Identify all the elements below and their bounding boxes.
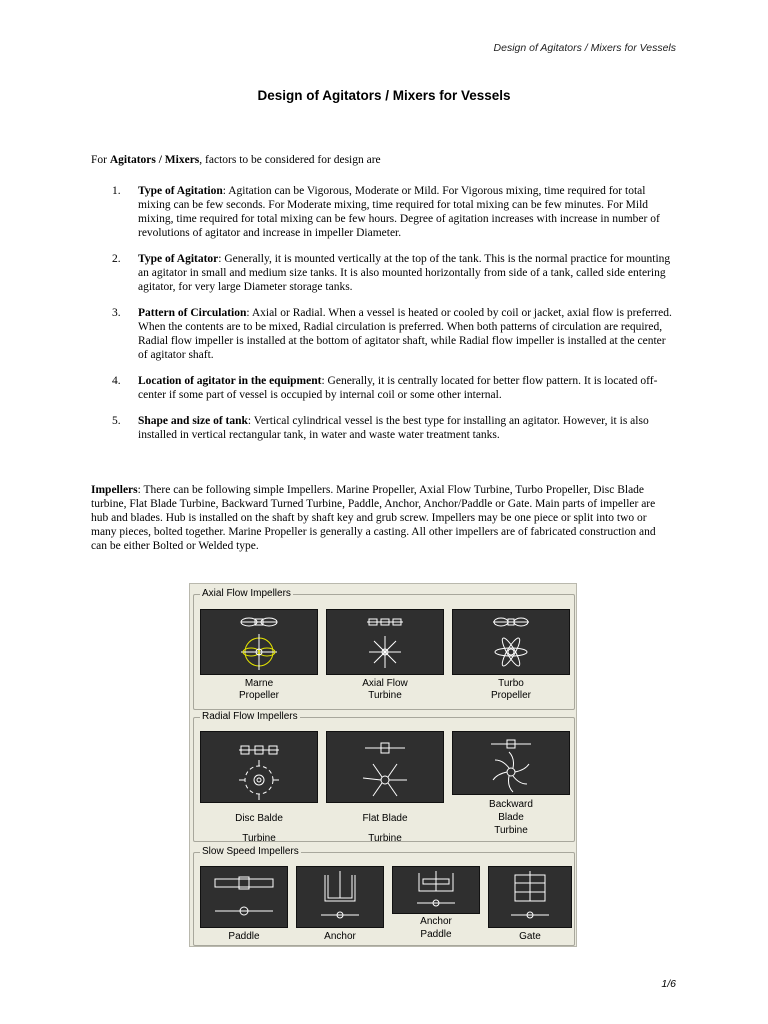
item-term: Type of Agitation [138, 185, 223, 197]
item-text: : Vertical cylindrical vessel is the best type for installing an agitator. However, it is also installed in vertical rectangular tank, in water and waste water treatment tanks. [138, 415, 649, 441]
impeller-name: Disc Balde [235, 813, 283, 824]
item-term: Location of agitator in the equipment [138, 375, 322, 387]
impeller-name: Backward [489, 799, 533, 810]
paddle-icon [200, 866, 288, 928]
impeller-name: Propeller [490, 690, 532, 701]
impeller-name: Anchor [324, 931, 356, 942]
group-label: Radial Flow Impellers [202, 711, 298, 722]
group-label: Axial Flow Impellers [202, 588, 291, 599]
intro-prefix: For [91, 154, 110, 166]
item-text: : Axial or Radial. When a vessel is heated or cooled by coil or jacket, axial flow is preferred. When the contents are to be mixed, Radial circulation is preferred. When both patterns of circulation are required, Radial flow impeller is installed at the bottom of agitator shaft, while Radial flow impeller is installed at the center of agitator shaft. [138, 307, 672, 361]
gate-icon [488, 866, 572, 928]
item-term: Shape and size of tank [138, 415, 248, 427]
radial-flow-group [193, 711, 575, 844]
impeller-cell [488, 866, 572, 943]
item-number: 5. [112, 415, 121, 427]
impeller-cell [200, 609, 318, 702]
impeller-name: Blade [498, 812, 524, 823]
impeller-cell [296, 866, 384, 943]
impeller-name: Gate [519, 931, 541, 942]
marine-propeller-icon [200, 609, 318, 675]
list-item [112, 252, 672, 294]
intro-bold: Agitators / Mixers [109, 154, 200, 166]
anchor-paddle-icon [392, 866, 480, 914]
impeller-name: Propeller [238, 690, 280, 701]
item-term: Pattern of Circulation [138, 307, 247, 319]
item-number: 4. [112, 375, 121, 387]
list-item [112, 184, 672, 240]
impeller-cell [326, 731, 444, 845]
list-item [112, 414, 672, 442]
impeller-name: Turbine [494, 825, 528, 836]
item-number: 1. [112, 185, 121, 197]
group-label: Slow Speed Impellers [202, 846, 299, 857]
impellers-paragraph [91, 483, 671, 553]
impeller-name: Paddle [420, 929, 452, 940]
impeller-cell [200, 866, 288, 943]
impellers-text: : There can be following simple Impellers. Marine Propeller, Axial Flow Turbine, Turbo Propeller, Disc Blade turbine, Flat Blade Turbine, Backward Turned Turbine, Paddle, Anchor, Anchor/Paddle or Gate. Main parts of impeller are hub and blades. Hub is installed on the shaft by shaft key and grub screw. Impellers may be one piece or split into two or many pieces, bolted together. Marine Propeller is generally a casting. All other impellers are of fabricated construction and can be either Bolted or Welded type. [91, 484, 656, 552]
impellers-term: Impellers [91, 484, 138, 496]
item-term: Type of Agitator [138, 253, 219, 265]
list-item [112, 306, 672, 362]
impeller-name: Paddle [228, 931, 260, 942]
impeller-name: Turbo [498, 678, 524, 689]
item-text: : Agitation can be Vigorous, Moderate or Mild. For Vigorous mixing, time required for total mixing can be few seconds. For Moderate mixing, time required for total mixing can be few minutes. For Mild mixing, time required for total mixing can be few hours. Degree of agitation increases with increase in number of revolutions of agitator and increase in impeller Diameter. [138, 185, 660, 239]
running-header: Design of Agitators / Mixers for Vessels [493, 42, 676, 54]
axial-flow-group [193, 588, 575, 710]
item-number: 3. [112, 307, 121, 319]
impeller-name: Turbine [368, 690, 402, 701]
axial-flow-turbine-icon [326, 609, 444, 675]
impeller-cell [200, 731, 318, 845]
impeller-cell [452, 731, 570, 837]
impeller-cell [452, 609, 570, 702]
disc-blade-turbine-icon [200, 731, 318, 803]
flat-blade-turbine-icon [326, 731, 444, 803]
item-number: 2. [112, 253, 121, 265]
backward-blade-turbine-icon [452, 731, 570, 795]
page-number: 1/6 [661, 978, 676, 990]
factors-list [112, 184, 672, 454]
item-text: : Generally, it is mounted vertically at the top of the tank. This is the normal practice for mounting an agitator in small and medium size tanks. It is also mounted horizontally from side of a tank, called side entering agitator, for very large Diameter storage tanks. [138, 253, 671, 293]
impeller-name: Anchor [420, 916, 452, 927]
impeller-name: Turbine [242, 833, 276, 844]
impeller-cell [326, 609, 444, 702]
impeller-name: Turbine [368, 833, 402, 844]
anchor-icon [296, 866, 384, 928]
slow-speed-group [193, 846, 575, 946]
impeller-name: Marne [244, 678, 274, 689]
item-text: : Generally, it is centrally located for better flow pattern. It is located off-center if some part of vessel is occupied by internal coil or some other internal. [138, 375, 658, 401]
impeller-name: Axial Flow [362, 678, 408, 689]
intro-sentence [91, 154, 381, 166]
turbo-propeller-icon [452, 609, 570, 675]
impeller-types-figure [189, 583, 577, 947]
list-item [112, 374, 672, 402]
intro-suffix: , factors to be considered for design are [199, 154, 381, 166]
page-title: Design of Agitators / Mixers for Vessels [257, 88, 511, 103]
impeller-cell [392, 866, 480, 941]
impeller-name: Flat Blade [362, 813, 408, 824]
